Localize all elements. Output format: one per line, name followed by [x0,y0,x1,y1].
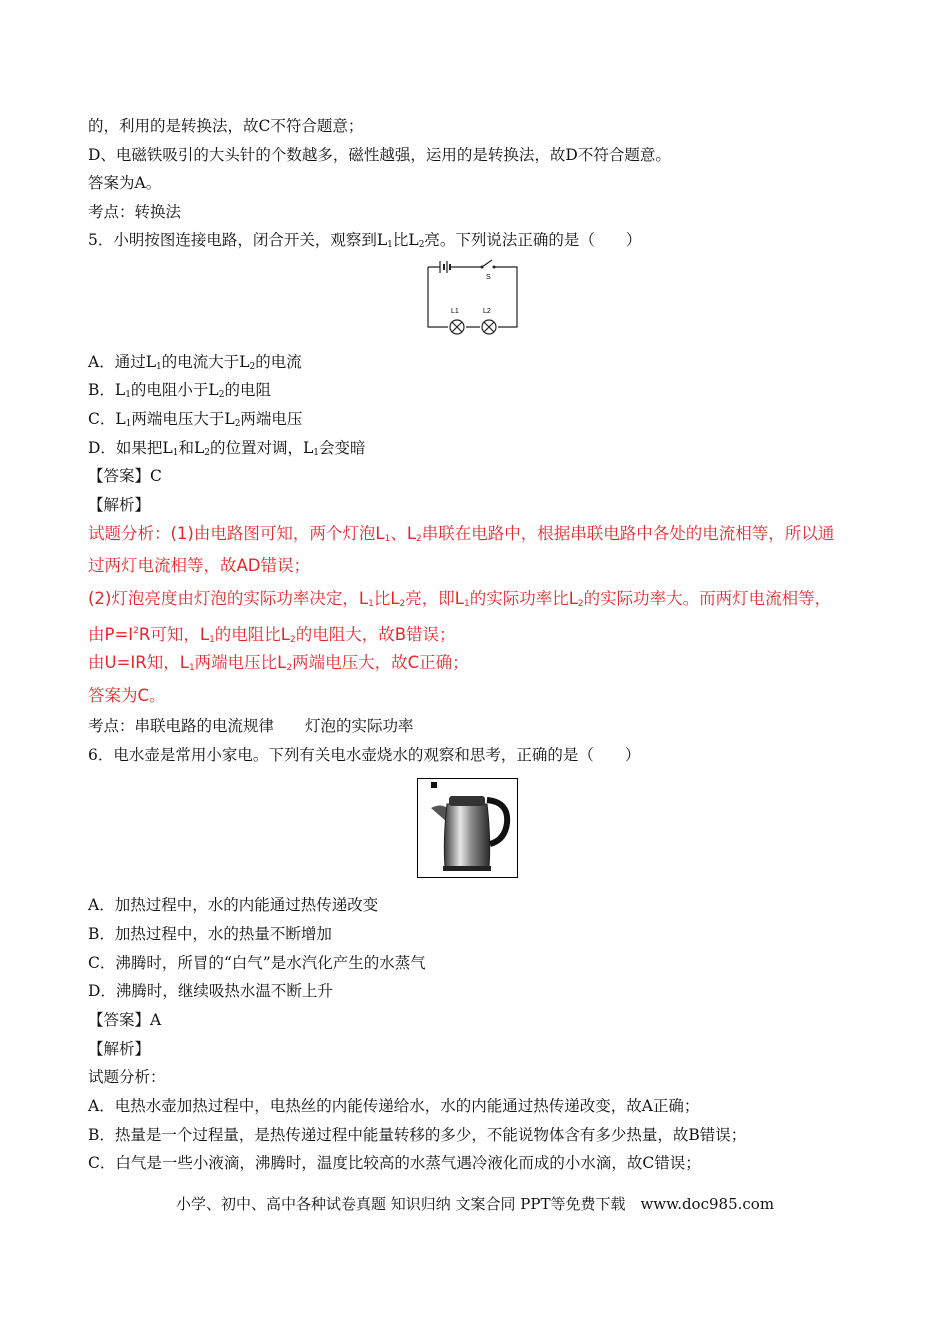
text-line: 的，利用的是转换法，故C不符合题意； [88,117,364,135]
question-6-stem: 6．电水壶是常用小家电。下列有关电水壶烧水的观察和思考，正确的是（ ） [88,746,641,764]
analysis-line: (2)灯泡亮度由灯泡的实际功率决定，$L_1$比$L_2$亮，即$L_1$的实际功率比$L_2$的实际功率大。而两灯电流相等， [88,589,832,609]
analysis-line: 试题分析：(1)由电路图可知，两个灯泡$L_1$、$L_2$串联在电路中，根据串联电路中各处的电流相等，所以通 [88,524,835,544]
answer-label: 【答案】C [88,467,162,485]
question-5-stem: 5．小明按图连接电路，闭合开关，观察到$L_1$比$L_2$亮。下列说法正确的是（ ） [88,231,642,250]
text-line: D、电磁铁吸引的大头针的个数越多，磁性越强，运用的是转换法，故D不符合题意。 [88,146,671,164]
option-a: A．通过$L_1$的电流大于$L_2$的电流 [88,353,302,372]
lamp1-label: L1 [451,308,459,315]
option-c: C．$L_1$两端电压大于$L_2$两端电压 [88,410,303,429]
kettle-image [417,778,518,878]
analysis-line: 试题分析： [88,1068,166,1086]
key-point: 考点：串联电路的电流规律 灯泡的实际功率 [88,717,414,735]
circuit-diagram [420,255,525,335]
text-line: 答案为A。 [88,174,162,192]
analysis-label: 【解析】 [88,1040,151,1058]
page-footer: 小学、初中、高中各种试卷真题 知识归纳 文案合同 PPT等免费下载 www.doc985.com [175,1195,775,1213]
answer-label: 【答案】A [88,1011,162,1029]
analysis-line: C．白气是一些小液滴，沸腾时，温度比较高的水蒸气遇冷液化而成的小水滴，故C错误； [88,1154,701,1172]
analysis-label: 【解析】 [88,496,151,514]
option-a: A．加热过程中，水的内能通过热传递改变 [88,896,379,914]
lamp2-label: L2 [483,308,491,315]
option-d: D．如果把$L_1$和$L_2$的位置对调，$L_1$会变暗 [88,439,366,458]
option-c: C．沸腾时，所冒的“白气”是水汽化产生的水蒸气 [88,954,426,972]
option-b: B．$L_1$的电阻小于$L_2$的电阻 [88,381,271,400]
analysis-line: 过两灯电流相等，故AD错误； [88,556,310,575]
analysis-line: 由$P=I^2R$可知，$L_1$的电阻比$L_2$的电阻大，故B错误； [88,625,456,645]
analysis-line: 答案为C。 [88,686,166,705]
text-line: 考点：转换法 [88,203,182,221]
analysis-line: 由U=IR知，$L_1$两端电压比$L_2$两端电压大，故C正确； [88,653,469,673]
option-b: B．加热过程中，水的热量不断增加 [88,925,332,943]
switch-label: S [486,274,491,281]
analysis-line: B．热量是一个过程量，是热传递过程中能量转移的多少，不能说物体含有多少热量，故B错误； [88,1126,747,1144]
analysis-line: A．电热水壶加热过程中，电热丝的内能传递给水，水的内能通过热传递改变，故A正确； [88,1097,700,1115]
option-d: D．沸腾时，继续吸热水温不断上升 [88,982,333,1000]
